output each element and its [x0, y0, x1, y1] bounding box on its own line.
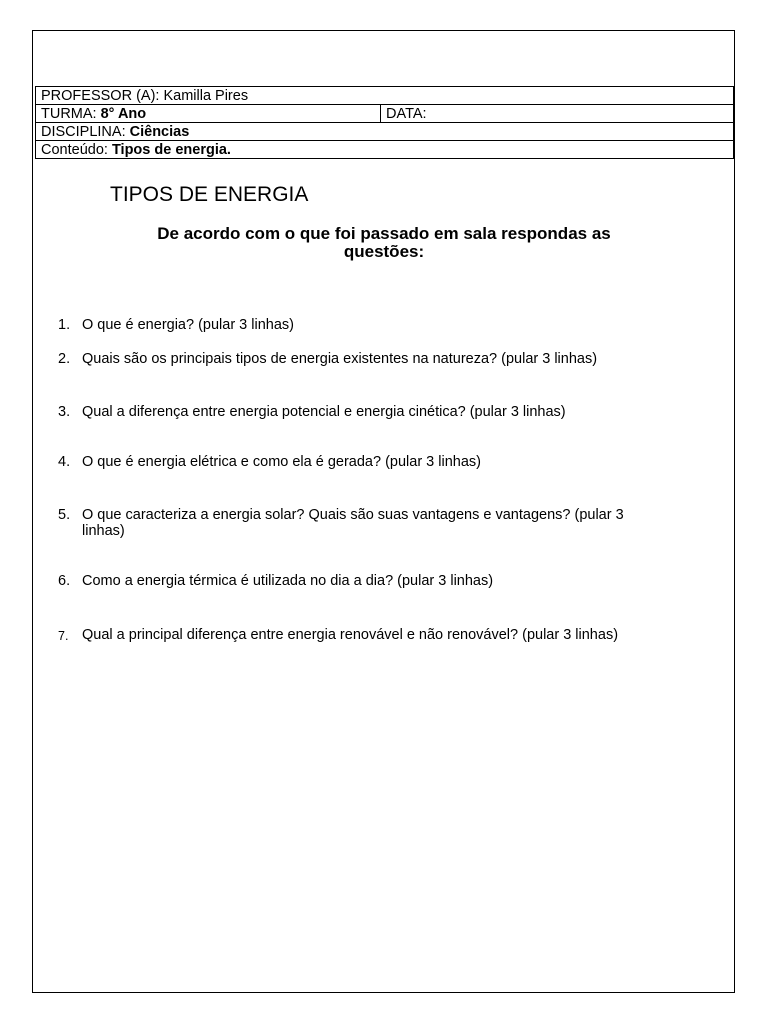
turma-value: 8° Ano: [100, 105, 147, 122]
conteudo-cell: [36, 141, 734, 159]
professor-value: Kamilla Pires: [163, 87, 249, 104]
question-text: O que é energia? (pular 3 linhas): [82, 317, 294, 333]
question-text: O que caracteriza a energia solar? Quais são suas vantagens e vantagens? (pular 3 linhas): [82, 507, 624, 539]
instruction-text: De acordo com o que foi passado em sala respondas as questões:: [157, 224, 611, 261]
data-label: DATA:: [386, 105, 427, 122]
question-number: 2.: [58, 351, 71, 367]
data-cell: [381, 105, 734, 123]
question-text: Quais são os principais tipos de energia existentes na natureza? (pular 3 linhas): [82, 351, 598, 367]
turma-cell: [36, 105, 381, 123]
question-text: Como a energia térmica é utilizada no dia a dia? (pular 3 linhas): [82, 573, 494, 589]
disciplina-cell: [36, 123, 734, 141]
disciplina-value: Ciências: [129, 123, 190, 140]
conteudo-row: [36, 141, 734, 159]
question-text: Qual a principal diferença entre energia renovável e não renovável? (pular 3 linhas): [82, 627, 619, 643]
header-table: [35, 86, 734, 159]
question-number: 7.: [58, 629, 69, 643]
professor-label: PROFESSOR (A):: [41, 87, 164, 104]
question-number: 5.: [58, 507, 71, 523]
question-number: 6.: [58, 573, 71, 589]
question-number: 4.: [58, 454, 71, 470]
professor-cell: [36, 87, 734, 105]
professor-row: [36, 87, 734, 105]
question-text: O que é energia elétrica e como ela é gerada? (pular 3 linhas): [82, 454, 481, 470]
question-number: 3.: [58, 404, 71, 420]
turma-row: [36, 105, 734, 123]
page-title: TIPOS DE ENERGIA: [110, 183, 309, 206]
disciplina-row: [36, 123, 734, 141]
conteudo-value: Tipos de energia.: [111, 141, 231, 158]
disciplina-label: DISCIPLINA:: [41, 123, 130, 140]
turma-label: TURMA:: [41, 105, 101, 122]
question-number: 1.: [58, 317, 71, 333]
question-text: Qual a diferença entre energia potencial e energia cinética? (pular 3 linhas): [82, 404, 566, 420]
conteudo-label: Conteúdo:: [41, 141, 112, 158]
